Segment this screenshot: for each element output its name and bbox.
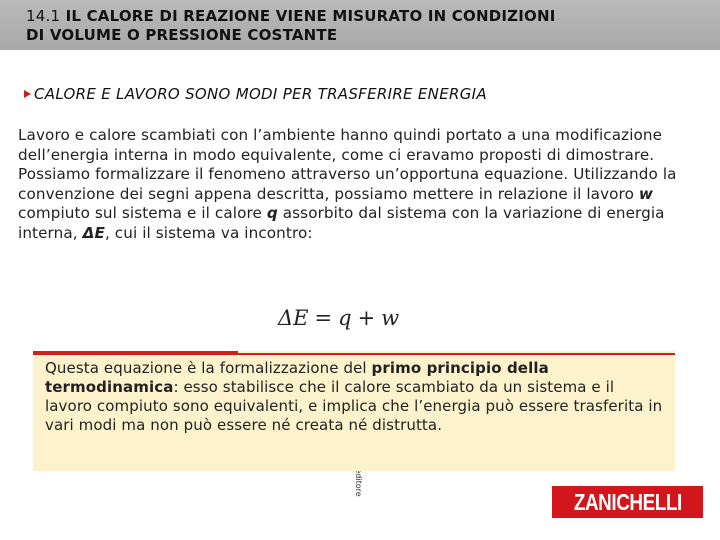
title-line-2: DI VOLUME O PRESSIONE COSTANTE: [26, 26, 338, 44]
page-title: [26, 7, 706, 45]
box-text: [45, 359, 665, 435]
variable-q: q: [266, 204, 278, 223]
variable-w: w: [638, 184, 654, 203]
zanichelli-logo: [552, 486, 703, 518]
logo-text: ZANICHELLI: [573, 488, 682, 515]
paragraph-2-start: Possiamo formalizzare il fenomeno attraverso un’opportuna equazione. Utilizzando la convenzione dei segni appena descritta, possiamo mettere in relazione il lavoro: [18, 165, 677, 203]
box-text-bold: primo principio della termodinamica: [45, 359, 549, 396]
equation-lhs: [278, 306, 309, 330]
paragraph-2-mid1: compiuto sul sistema e il calore: [18, 204, 267, 223]
title-line-1: IL CALORE DI REAZIONE VIENE MISURATO IN CONDIZIONI: [65, 7, 556, 25]
equation: [278, 303, 399, 333]
triangle-bullet-icon: [24, 90, 31, 98]
equation-equals: =: [314, 306, 333, 330]
equation-delta-e: ΔE: [278, 306, 309, 330]
box-text-end: : esso stabilisce che il calore scambiato da un sistema e il lavoro compiuto sono equivalenti, e implica che l’energia può essere trasferita in vari modi ma non può essere né creata né distrutta.: [45, 378, 663, 434]
section-heading: [24, 84, 487, 104]
paragraph-2-mid2: assorbito dal sistema con la variazione di energia interna,: [18, 204, 665, 242]
title-number: 14.1: [26, 7, 61, 25]
paragraph-2: [18, 165, 708, 243]
highlight-box: [33, 351, 675, 471]
variable-delta-e: ΔE: [82, 223, 105, 242]
body-text: [18, 126, 708, 244]
equation-plus: +: [357, 306, 376, 330]
header-bar: [0, 0, 720, 50]
box-text-start: Questa equazione è la formalizzazione del: [45, 359, 372, 377]
section-subtitle: CALORE E LAVORO SONO MODI PER TRASFERIRE ENERGIA: [34, 85, 487, 103]
equation-w: w: [381, 306, 400, 330]
box-accent-line: [238, 353, 675, 355]
equation-q: q: [338, 306, 352, 330]
paragraph-1: Lavoro e calore scambiati con l’ambiente hanno quindi portato a una modificazione dell’energia interna in modo equivalente, come ci eravamo proposti di dimostrare.: [18, 126, 663, 164]
paragraph-2-end: , cui il sistema va incontro:: [104, 223, 313, 242]
box-accent-bar: [33, 351, 238, 355]
